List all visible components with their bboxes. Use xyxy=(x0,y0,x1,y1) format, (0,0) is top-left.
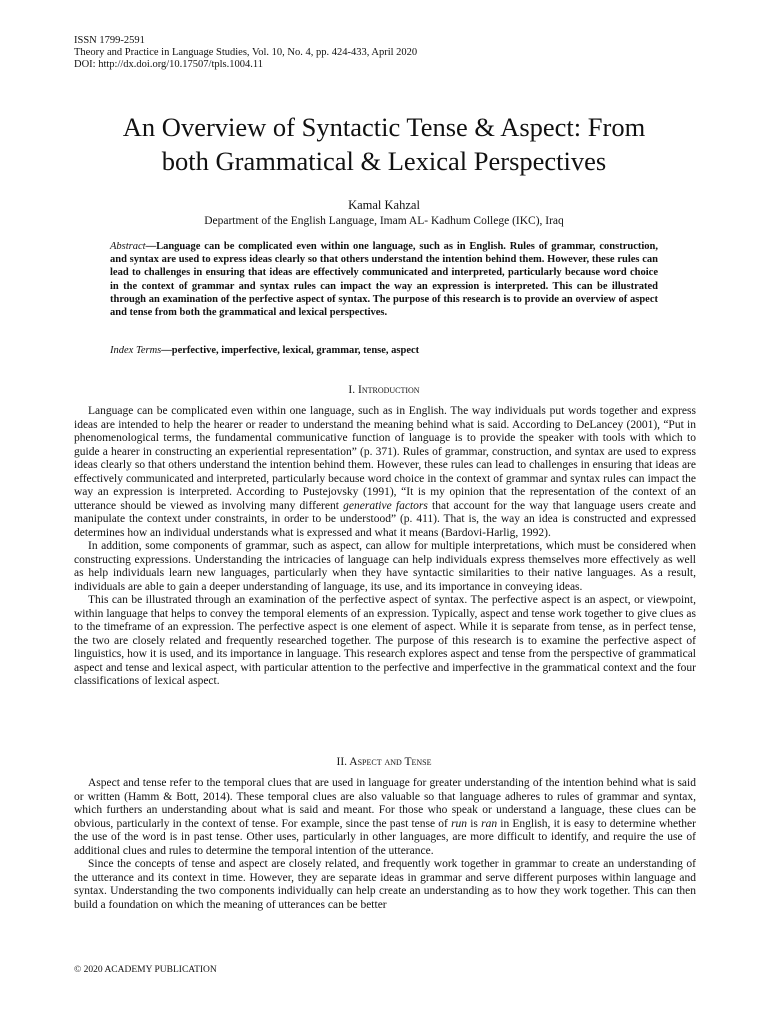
text-run: that account for the way that language users create and manipulate the context under constraints, in order to be understood” (p. 411). That is, the way an idea is constructed and expressed determines how an individual understands what is expressed and what it means (Bardovi-Harlig, 1992). xyxy=(74,499,696,539)
index-terms-text: —perfective, imperfective, lexical, grammar, tense, aspect xyxy=(161,345,420,356)
doi: DOI: http://dx.doi.org/10.17507/tpls.1004.11 xyxy=(74,59,264,70)
text-run: Language can be complicated even within one language, such as in English. The way individuals put words together and express ideas are intended to help the hearer or reader to understand the meaning behind what is said. According to DeLancey (2001), “Put in phenomenological terms, the fundamental communicative function of language is to provide the speaker with tools with which to guide a hearer in constructing an experiential representation” (p. 371). Rules of grammar, construction, and syntax are used to express ideas clearly so that others understand the intention behind them. However, these rules can lead to challenges in ensuring that ideas are effectively communicated and interpreted, particularly because word choice in the context of grammar and syntax rules can impact the way an expression is interpreted. According to Pustejovsky (1991), “It is my opinion that the representation of the context of an utterance should be viewed as involving many different xyxy=(74,405,696,512)
paragraph xyxy=(74,777,696,858)
author: Kamal Kahzal xyxy=(348,198,420,212)
text-run: in English, it is easy to determine whether the use of the word is in past tense. Other uses, particularly in other languages, are more difficult to identify, and require the use of additional clues and rules to determine the temporal intention of the utterance. xyxy=(74,817,696,857)
journal-header xyxy=(74,35,417,71)
paragraph: This can be illustrated through an examination of the perfective aspect of syntax. The perfective aspect is an aspect, or viewpoint, within language that helps to convey the temporal elements of an expression. Typically, aspect and tense work together to give clues as to the timeframe of an expression. The perfective aspect is one element of aspect. While it is separate from tense, as in perfect tense, the two are closely related and frequently researched together. The purpose of this research is to examine the perfective aspect of linguistics, how it is used, and its importance in language. This research explores aspect and tense from the perspective of grammatical aspect and tense and lexical aspect, with particular attention to the perfective and imperfective in the grammatical context and the four classifications of lexical aspect. xyxy=(74,594,696,687)
aspect-tense-body xyxy=(74,777,696,912)
abstract xyxy=(110,240,658,319)
paragraph xyxy=(74,405,696,540)
paper-title xyxy=(40,110,728,178)
paragraph: Since the concepts of tense and aspect are closely related, and frequently work together in grammar to create an understanding of the utterance and its context in time. However, they are separate ideas in grammar and serve different purposes within language and syntax. Understanding the two components individually can help create an understanding as to how they work together. This can then build a foundation on which the meaning of utterances can be better xyxy=(74,858,696,911)
issn: ISSN 1799-2591 xyxy=(74,35,145,46)
text-run: Aspect and tense refer to the temporal clues that are used in language for greater understanding of the intention behind what is said or written (Hamm & Bott, 2014). These temporal clues are also valuable so that language adheres to rules of grammar and syntax, which furthers an understanding about what is said and meant. For those who speak or understand a language, these clues can be obvious, particularly in the context of tense. For example, since the past tense of xyxy=(74,777,696,830)
title-line-2: both Grammatical & Lexical Perspectives xyxy=(161,146,607,176)
paragraph: In addition, some components of grammar, such as aspect, can allow for multiple interpretations, which must be considered when constructing expressions. Understanding the intricacies of language can help individuals express themselves more effectively as well as help individuals learn new languages, particularly when they have syntactic similarities to their native languages. As a result, individuals are able to gain a deeper understanding of language, its use, and its importance in conveying ideas. xyxy=(74,540,696,593)
text-run: is xyxy=(467,817,482,830)
footer-copyright: © 2020 ACADEMY PUBLICATION xyxy=(74,965,217,975)
section-heading-aspect-and-tense: II. Aspect and Tense xyxy=(336,756,432,768)
abstract-text: —Language can be complicated even within one language, such as in English. Rules of grammar, construction, and syntax are used to express ideas clearly so that others understand the intention behind them. However, these rules can lead to challenges in ensuring that ideas are effectively communicated and interpreted, particularly because word choice in the context of grammar and syntax rules can impact the way an expression is interpreted. This can be illustrated through an examination of the perfective aspect of syntax. The purpose of this research is to provide an overview of aspect and tense from both the grammatical and lexical perspectives. xyxy=(110,241,658,319)
index-terms xyxy=(110,345,658,356)
title-line-1: An Overview of Syntactic Tense & Aspect: From xyxy=(122,112,646,142)
affiliation: Department of the English Language, Imam AL- Kadhum College (IKC), Iraq xyxy=(204,215,564,227)
section-heading-introduction: I. Introduction xyxy=(348,384,420,396)
emphasis: generative factors xyxy=(343,499,428,512)
abstract-label: Abstract xyxy=(110,241,146,252)
introduction-body xyxy=(74,405,696,689)
emphasis: ran xyxy=(481,817,498,830)
emphasis: run xyxy=(451,817,468,830)
journal-citation: Theory and Practice in Language Studies, Vol. 10, No. 4, pp. 424-433, April 2020 xyxy=(74,47,418,58)
index-terms-label: Index Terms xyxy=(110,345,162,356)
